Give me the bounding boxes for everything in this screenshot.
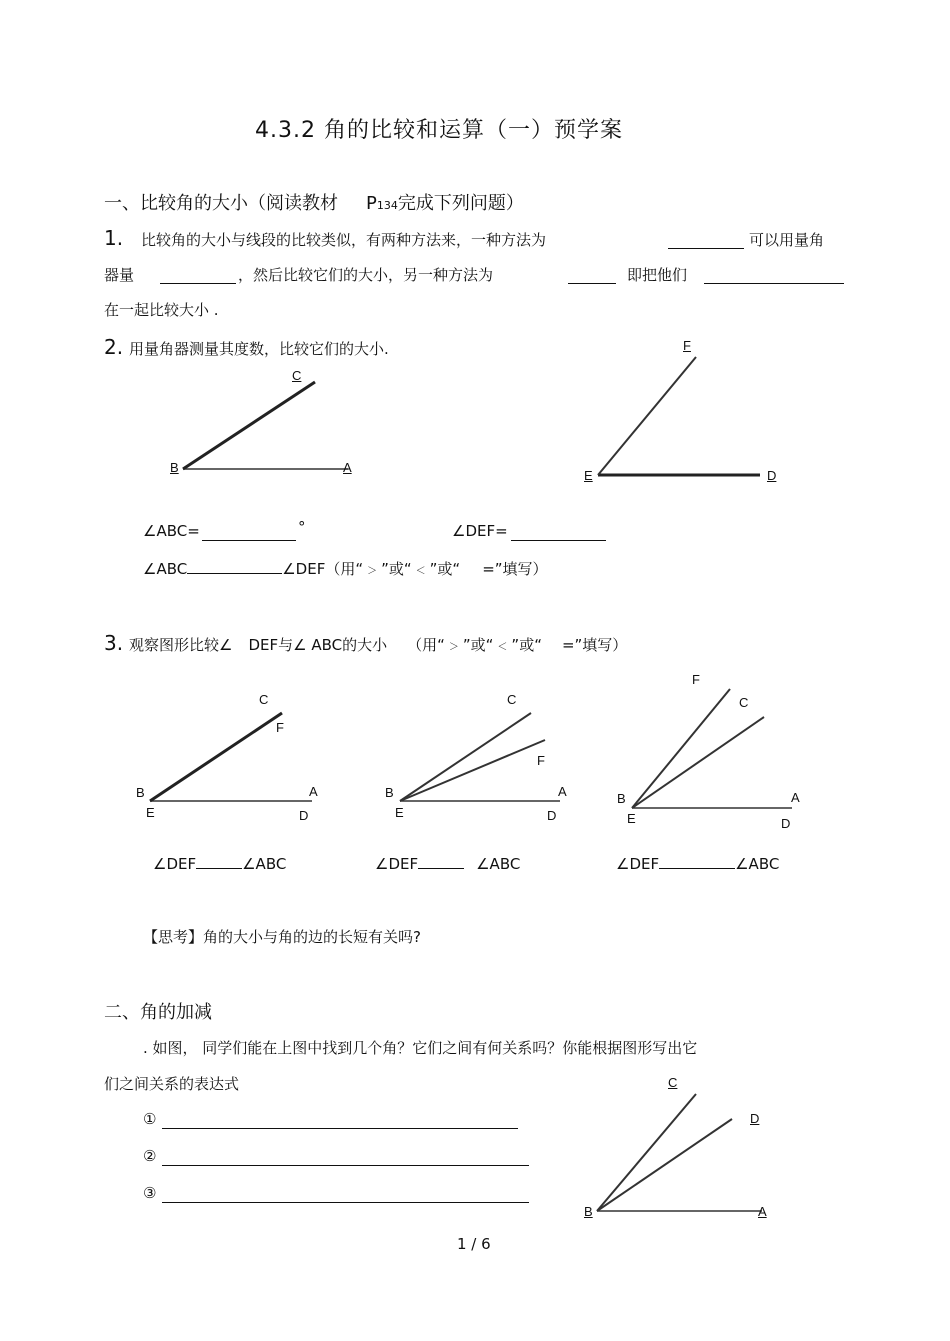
fig1-label-a: A xyxy=(309,784,318,799)
q1-line2c: 即把他们 xyxy=(627,266,688,284)
fig1-label-f: F xyxy=(276,720,284,735)
fig3-label-d: D xyxy=(781,816,791,831)
fig3-label-c: C xyxy=(739,695,749,710)
q2-label-a: A xyxy=(343,460,352,475)
fig2-label-f: F xyxy=(537,753,545,768)
s2-ray-d xyxy=(597,1119,732,1211)
q3-number: 3. xyxy=(104,631,124,655)
q3-gt: ＞ xyxy=(448,642,459,653)
fig2-label-d: D xyxy=(547,808,557,823)
q2-or1: ”或“ xyxy=(381,560,412,578)
fig2-label-e: E xyxy=(395,805,404,820)
q2-lt: ＜ xyxy=(415,566,426,577)
q1-number: 1. xyxy=(104,226,124,250)
q3-eq: =”填写） xyxy=(561,636,628,654)
q2-label-c: C xyxy=(292,368,302,383)
q2-abc-eq: ∠ABC= xyxy=(143,522,200,540)
section1-heading-a: 一、比较角的大小（阅读教材 xyxy=(104,193,338,214)
q2-label-b: B xyxy=(170,460,179,475)
fig2-label-c: C xyxy=(507,692,517,707)
q3-compare2-b: ∠ABC xyxy=(476,855,521,873)
q3-or2: ”或“ xyxy=(511,636,542,654)
fig2-label-b: B xyxy=(385,785,394,800)
section1-heading-p: P xyxy=(366,193,377,214)
fig3-label-b: B xyxy=(617,791,626,806)
s2-label-d: D xyxy=(750,1111,760,1126)
q3-text-b: DEF与∠ ABC的大小 xyxy=(248,636,388,654)
q2-def-eq: ∠DEF= xyxy=(452,522,508,540)
q3-text-a: 观察图形比较∠ xyxy=(129,636,233,654)
fig1-label-c: C xyxy=(259,692,269,707)
q2-or2: ”或“ xyxy=(429,560,461,578)
q2-deg: ° xyxy=(298,518,306,536)
q3-lt: ＜ xyxy=(497,642,508,653)
q2-eq: =”填写） xyxy=(482,560,548,578)
q1-line1b: 可以用量角 xyxy=(749,231,825,249)
page-number: 1 / 6 xyxy=(457,1235,491,1253)
section2-item1: ① xyxy=(143,1110,157,1128)
fig3-label-e: E xyxy=(627,811,636,826)
q2-label-d: D xyxy=(767,468,777,483)
fig1-label-d: D xyxy=(299,808,309,823)
q3-or1: ”或“ xyxy=(462,636,494,654)
section2-line2: 们之间关系的表达式 xyxy=(104,1075,240,1093)
section1-heading-sub: 134 xyxy=(376,199,398,212)
q2-label-e: E xyxy=(584,468,593,483)
section2-line1: . 如图， 同学们能在上图中找到几个角？它们之间有何关系吗？你能根据图形写出它 xyxy=(143,1039,698,1057)
q1-line3: 在一起比较大小 . xyxy=(104,301,219,319)
q1-line1a: 比较角的大小与线段的比较类似，有两种方法来，一种方法为 xyxy=(141,231,547,249)
page-title: 4.3.2 角的比较和运算（一）预学案 xyxy=(255,118,623,143)
q3-text-c: （用“ xyxy=(407,636,445,654)
fig1-label-b: B xyxy=(136,785,145,800)
think-question: 【思考】角的大小与角的边的长短有关吗? xyxy=(143,928,421,946)
section1-heading-b: 完成下列问题） xyxy=(397,193,524,214)
q2-gt: ＞ xyxy=(367,566,378,577)
section2-item3: ③ xyxy=(143,1184,157,1202)
q3-compare3-b: ∠ABC xyxy=(735,855,780,873)
q3-compare1-a: ∠DEF xyxy=(153,855,197,873)
s2-label-c: C xyxy=(668,1075,678,1090)
q2-label-f: F xyxy=(683,338,691,353)
section2-item2: ② xyxy=(143,1147,157,1165)
q1-line2a: 器量 xyxy=(104,266,135,284)
q2-compare-b: ∠DEF（用“ xyxy=(282,560,364,578)
s2-label-b: B xyxy=(584,1204,593,1219)
fig2-label-a: A xyxy=(558,784,567,799)
fig3-label-a: A xyxy=(791,790,800,805)
fig1-label-e: E xyxy=(146,805,155,820)
q3-compare2-a: ∠DEF xyxy=(375,855,419,873)
q3-compare3-a: ∠DEF xyxy=(616,855,660,873)
q2-number: 2. xyxy=(104,335,124,359)
q1-line2b: ，然后比较它们的大小，另一种方法为 xyxy=(238,266,494,284)
q2-compare-a: ∠ABC xyxy=(143,560,188,578)
q3-compare1-b: ∠ABC xyxy=(242,855,287,873)
q2-text: 用量角器测量其度数，比较它们的大小. xyxy=(129,340,389,358)
s2-label-a: A xyxy=(758,1204,767,1219)
fig3-label-f: F xyxy=(692,672,700,687)
section2-heading: 二、角的加减 xyxy=(104,1002,212,1023)
